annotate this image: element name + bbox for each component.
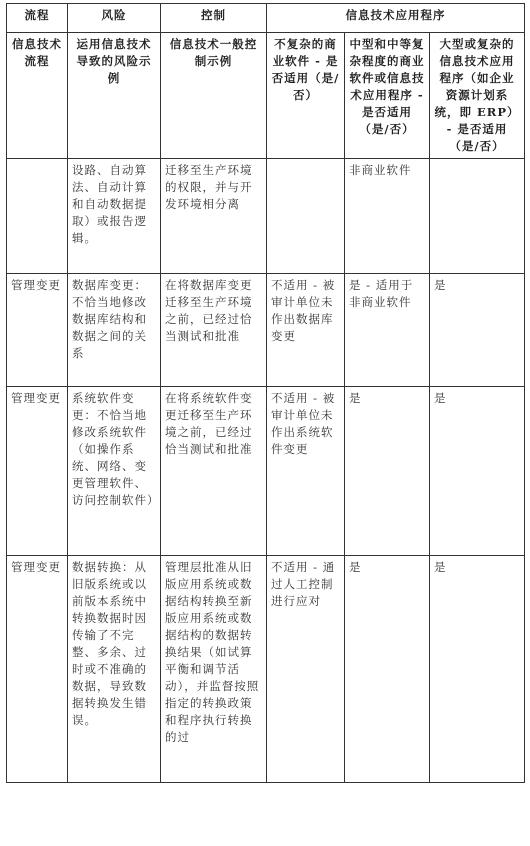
header-risk: 风险 — [68, 4, 161, 33]
cell-risk: 设路、自动算法、自动计算和自动数据提取）或报告逻辑。 — [68, 159, 161, 274]
cell-risk: 数据库变更：不恰当地修改数据库结构和数据之间的关系 — [68, 274, 161, 387]
cell-simple: 不适用 - 被审计单位未作出数据库变更 — [267, 274, 345, 387]
cell-risk: 系统软件变更：不恰当地修改系统软件（如操作系统、网络、变更管理软件、访问控制软件） — [68, 387, 161, 556]
cell-simple: 不适用 - 通过人工控制进行应对 — [267, 556, 345, 783]
header-process: 流程 — [7, 4, 68, 33]
cell-process: 管理变更 — [7, 556, 68, 783]
table-row — [7, 274, 525, 387]
cell-control: 在将数据库变更迁移至生产环境之前，已经过恰当测试和批准 — [161, 274, 267, 387]
cell-process — [7, 159, 68, 274]
subheader-simple-software: 不复杂的商业软件 - 是否适用（是/否） — [267, 33, 345, 159]
cell-control: 迁移至生产环境的权限，并与开发环境相分离 — [161, 159, 267, 274]
table-row — [7, 387, 525, 556]
cell-process: 管理变更 — [7, 387, 68, 556]
cell-large — [430, 159, 525, 274]
table-row — [7, 159, 525, 274]
cell-large: 是 — [430, 556, 525, 783]
cell-process: 管理变更 — [7, 274, 68, 387]
cell-control: 管理层批准从旧版应用系统或数据结构转换至新版应用系统或数据结构的数据转换结果（如试算平衡和调节活动），并监督按照指定的转换政策和程序执行转换的过 — [161, 556, 267, 783]
subheader-medium-software: 中型和中等复杂程度的商业软件或信息技术应用程序 - 是否适用（是/否） — [345, 33, 430, 159]
cell-large: 是 — [430, 387, 525, 556]
cell-control: 在将系统软件变更迁移至生产环境之前，已经过恰当测试和批准 — [161, 387, 267, 556]
it-controls-table — [6, 3, 525, 783]
cell-simple: 不适用 - 被审计单位未作出系统软件变更 — [267, 387, 345, 556]
subheader-row — [7, 33, 525, 159]
cell-simple — [267, 159, 345, 274]
cell-large: 是 — [430, 274, 525, 387]
cell-medium: 非商业软件 — [345, 159, 430, 274]
cell-medium: 是 — [345, 387, 430, 556]
cell-risk: 数据转换：从旧版系统或以前版本系统中转换数据时因传输了不完整、多余、过时或不准确的数据，导致数据转换发生错误。 — [68, 556, 161, 783]
header-row — [7, 4, 525, 33]
cell-medium: 是 — [345, 556, 430, 783]
subheader-control: 信息技术一般控制示例 — [161, 33, 267, 159]
header-it-application: 信息技术应用程序 — [267, 4, 525, 33]
subheader-large-software: 大型或复杂的信息技术应用程序（如企业资源计划系统，即 ERP）- 是否适用（是/否） — [430, 33, 525, 159]
subheader-process: 信息技术流程 — [7, 33, 68, 159]
table-row — [7, 556, 525, 783]
subheader-risk: 运用信息技术导致的风险示例 — [68, 33, 161, 159]
cell-medium: 是 - 适用于非商业软件 — [345, 274, 430, 387]
header-control: 控制 — [161, 4, 267, 33]
